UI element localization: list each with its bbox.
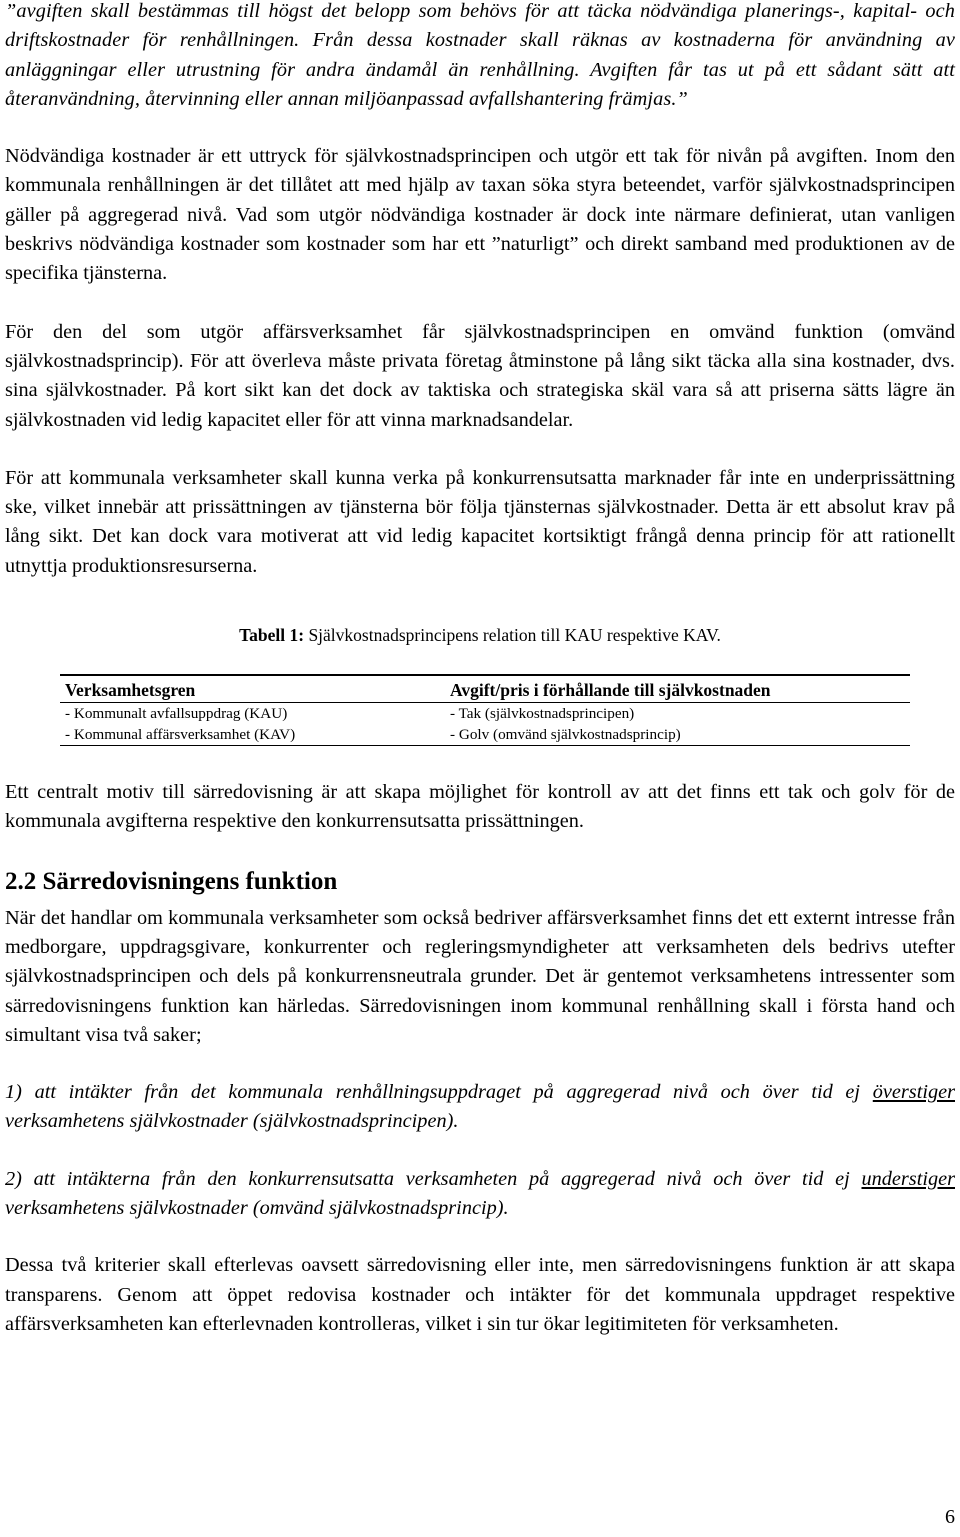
criterion-1-text: 1) att intäkter från det kommunala renhållningsuppdraget på aggregerad nivå och över tid ej <box>5 1081 873 1104</box>
table-header-row <box>60 675 910 703</box>
table-cell: - Golv (omvänd självkostnadsprincip) <box>445 724 910 746</box>
criterion-2-emphasis: understiger <box>861 1167 955 1190</box>
section-number: 2. <box>5 867 24 895</box>
section-title: 2 Särredovisningens funktion <box>23 867 338 895</box>
law-quote: ”avgiften skall bestämmas till högst det belopp som behövs för att täcka nödvändiga planerings-, kapital- och driftskostnader för renhållningen. Från dessa kostnader skall räknas av kostnaderna för användning av anläggningar eller utrustning för andra ändamål än renhållning. Avgiften får tas ut på ett sådant sätt att återanvändning, återvinning eller annan miljöanpassad avfallshantering främjas.” <box>5 0 955 110</box>
table-caption <box>5 624 955 646</box>
paragraph-central-motive: Ett centralt motiv till särredovisning är att skapa möjlighet för kontroll av att det finns ett tak och golv för de kommunala avgifterna respektive den konkurrensutsatta prissättningen. <box>5 781 955 833</box>
criterion-2-text-end: verksamhetens självkostnader (omvänd självkostnadsprincip). <box>5 1197 509 1220</box>
paragraph-transparency: Dessa två kriterier skall efterlevas oavsett särredovisning eller inte, men särredovisningens funktion är att skapa transparens. Genom att öppet redovisa kostnader och intäkter för det kommunala uppdraget respektive affärsverksamheten kan efterlevnaden kontrolleras, vilket i sin tur ökar legitimiteten för verksamheten. <box>5 1254 955 1335</box>
document-page <box>5 0 955 1339</box>
paragraph-necessary-costs: Nödvändiga kostnader är ett uttryck för självkostnadsprincipen och utgör ett tak för nivån på avgiften. Inom den kommunala renhållningen är det tillåtet att med hjälp av taxan söka styra beteendet, varför självkostnadsprincipen gäller på aggregerad nivå. Vad som utgör nödvändiga kostnader är dock inte närmare definierat, utan vanligen beskrivs nödvändiga kostnader som kostnader som har ett ”naturligt” och direkt samband med produktionen av de specifika tjänsterna. <box>5 145 955 285</box>
section-heading <box>5 865 955 898</box>
criterion-1-emphasis: överstiger <box>872 1081 955 1104</box>
table-cell: - Kommunalt avfallsuppdrag (KAU) <box>65 704 288 722</box>
cost-principle-table <box>60 674 910 746</box>
table-caption-label: Tabell 1: <box>239 625 305 646</box>
criterion-2-text: 2) att intäkterna från den konkurrensutsatta verksamheten på aggregerad nivå och över tid ej <box>5 1167 862 1190</box>
criterion-1 <box>5 1078 955 1137</box>
table-cell: - Tak (självkostnadsprincipen) <box>450 704 635 722</box>
criterion-2 <box>5 1165 955 1224</box>
table-row <box>60 703 910 725</box>
paragraph-external-interest: När det handlar om kommunala verksamheter som också bedriver affärsverksamhet finns det ett externt intresse från medborgare, uppdragsgivare, konkurrenter och regleringsmyndigheter att verksamheten dels bedrivs utefter självkostnadsprincipen och dels på konkurrensneutrala grunder. Det är gentemot verksamhetens intressenter som särredovisningens funktion kan härledas. Särredovisningen inom kommunal renhållning skall i första hand och simultant visa två saker; <box>5 906 955 1046</box>
paragraph-business-operations: För den del som utgör affärsverksamhet får självkostnadsprincipen en omvänd funktion (omvänd självkostnadsprincip). För att överleva måste privata företag åtminstone på lång sikt täcka alla sina kostnader, dvs. sina självkostnader. På kort sikt kan det dock av taktiska och strategiska skäl vara så att priserna sätts lägre än självkostnaden vid ledig kapacitet eller för att vinna marknadsandelar. <box>5 320 955 431</box>
table-header-cell: Verksamhetsgren <box>60 675 445 703</box>
page-number: 6 <box>945 1506 955 1528</box>
table-caption-text: Självkostnadsprincipens relation till KAU respektive KAV. <box>304 625 721 646</box>
criterion-1-text-end: verksamhetens självkostnader (självkostnadsprincipen). <box>5 1110 459 1133</box>
table-header-cell: Avgift/pris i förhållande till självkostnaden <box>445 675 910 703</box>
table-row <box>60 724 910 746</box>
table-cell: - Kommunal affärsverksamhet (KAV) <box>60 724 445 746</box>
paragraph-competitive-markets: För att kommunala verksamheter skall kunna verka på konkurrensutsatta marknader får inte en underprissättning ske, vilket innebär att prissättningen av tjänsterna bör följa tjänsternas självkostnader. Detta är ett absolut krav på lång sikt. Det kan dock vara motiverat att vid ledig kapacitet kortsiktigt frångå denna princip för att rationellt utnyttja produktionsresurserna. <box>5 466 955 577</box>
